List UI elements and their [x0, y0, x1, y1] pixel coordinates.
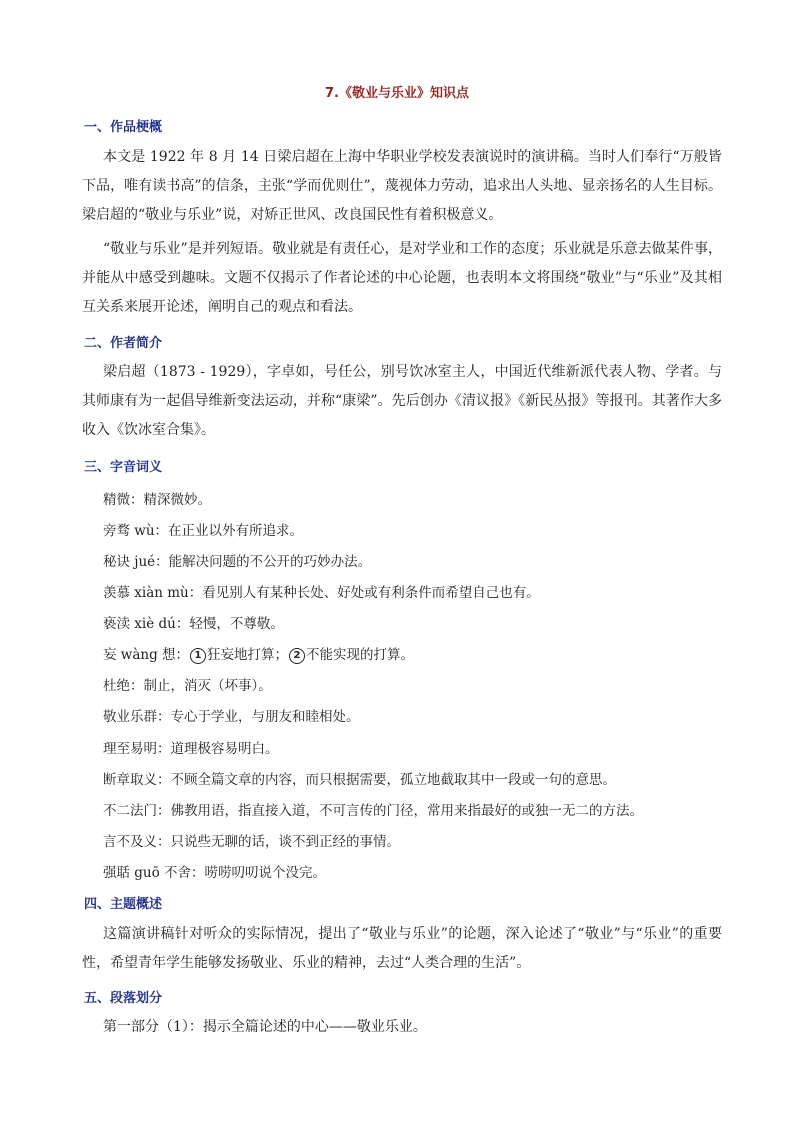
- vocab-item: 羡慕 xiàn mù：看见别人有某种长处、好处或有利条件而希望自己也有。: [103, 585, 540, 601]
- vocab-item: 精微：精深微妙。: [103, 492, 211, 508]
- section-heading-author: 二、作者简介: [84, 336, 163, 351]
- vocab-term: 妄 wàng 想：: [103, 647, 190, 663]
- vocab-item: 不二法门：佛教用语，指直接入道，不可言传的门径，常用来指最好的或独一无二的方法。: [103, 803, 643, 819]
- vocab-item: 断章取义：不顾全篇文章的内容，而只根据需要，孤立地截取其中一段或一句的意思。: [103, 772, 616, 788]
- section-heading-vocabulary: 三、字音词义: [84, 460, 163, 475]
- vocab-meaning-1: 狂妄地打算；: [207, 647, 289, 663]
- vocab-item: 言不及义：只说些无聊的话，谈不到正经的事情。: [103, 834, 400, 850]
- circled-number-1: 1: [190, 648, 206, 664]
- author-paragraph: 梁启超（1873 - 1929），字卓如，号任公，别号饮冰室主人，中国近代维新派代表人物、学者。与其师康有为一起倡导维新变法运动，并称“康梁”。先后创办《清议报》《新民丛报》等报刊。其著作大多收入《饮冰室合集》。: [82, 364, 722, 438]
- vocab-item: 旁骛 wù：在正业以外有所追求。: [103, 523, 304, 539]
- summary-paragraph-1: 本文是 1922 年 8 月 14 日梁启超在上海中华职业学校发表演说时的演讲稿。当时人们奉行“万般皆下品，唯有读书高”的信条，主张“学而优则仕”，蔑视体力劳动，追求出人头地、显亲扬名的人生目标。梁启超的“敬业与乐业”说，对矫正世风、改良国民性有着积极意义。: [82, 149, 722, 223]
- structure-paragraph: 第一部分（1）：揭示全篇论述的中心——敬业乐业。: [103, 1019, 427, 1035]
- section-heading-summary: 一、作品梗概: [84, 120, 163, 135]
- vocab-item: 亵渎 xiè dú：轻慢，不尊敬。: [103, 616, 284, 632]
- vocab-item: 敬业乐群：专心于学业，与朋友和睦相处。: [103, 709, 360, 725]
- vocab-meaning-2: 不能实现的打算。: [306, 647, 415, 663]
- summary-paragraph-2: “敬业与乐业”是并列短语。敬业就是有责任心，是对学业和工作的态度；乐业就是乐意去做某件事，并能从中感受到趣味。文题不仅揭示了作者论述的中心论题，也表明本文将围绕“敬业”与“乐业”及其相互关系来展开论述，阐明自己的观点和看法。: [82, 241, 722, 315]
- section-heading-structure: 五、段落划分: [84, 991, 163, 1006]
- section-heading-theme: 四、主题概述: [84, 897, 163, 912]
- vocab-item: 秘诀 jué：能解决问题的不公开的巧妙办法。: [103, 554, 372, 570]
- vocab-item: 杜绝：制止，消灭（坏事）。: [103, 678, 272, 694]
- vocab-item-wangxiang: [103, 643, 414, 664]
- vocab-item: 强聒 guō 不舍：唠唠叨叨说个没完。: [103, 865, 327, 881]
- vocab-item: 理至易明：道理极容易明白。: [103, 741, 279, 757]
- theme-paragraph: 这篇演讲稿针对听众的实际情况，提出了“敬业与乐业”的论题，深入论述了“敬业”与“乐业”的重要性，希望青年学生能够发扬敬业、乐业的精神，去过“人类合理的生活”。: [82, 926, 722, 971]
- document-title: 7.《敬业与乐业》知识点: [325, 86, 469, 101]
- circled-number-2: 2: [289, 648, 305, 664]
